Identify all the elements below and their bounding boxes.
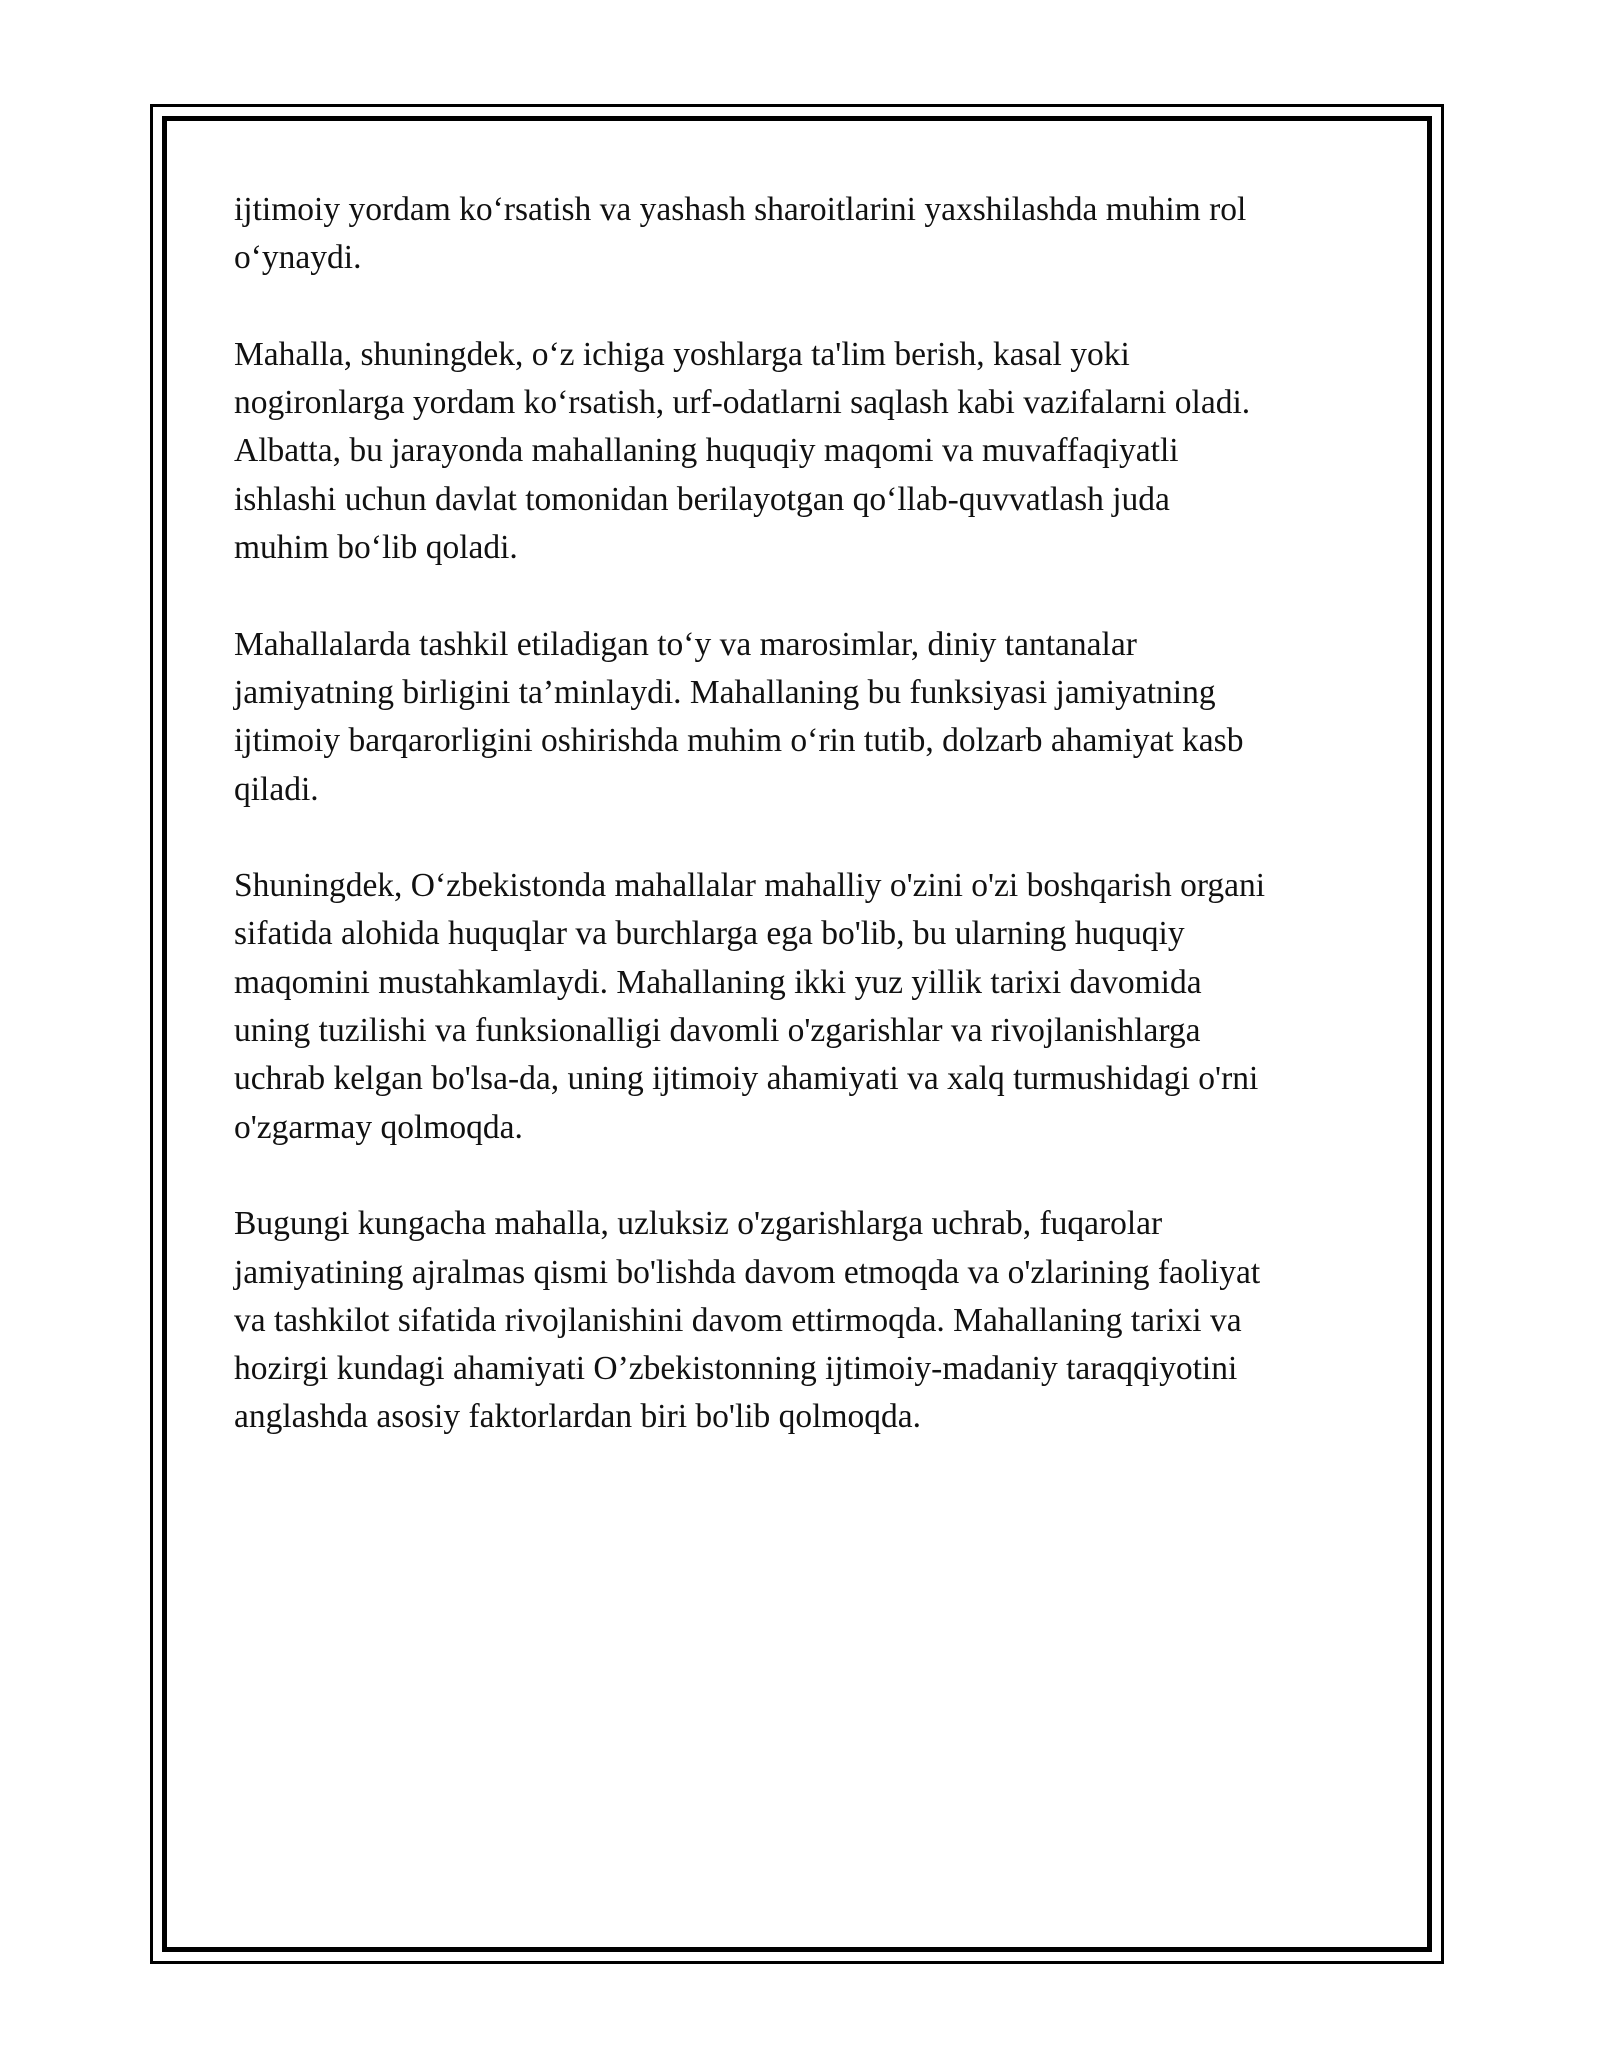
paragraph-4: Shuningdek, O‘zbekistonda mahallalar mahalliy o'zini o'zi boshqarish organi sifatida alohida huquqlar va burchlarga ega bo'lib, bu ularning huquqiy maqomini mustahkamlaydi. Mahallaning ikki yuz yillik tarixi davomida uning tuzilishi va funksionalligi davomli o'zgarishlar va rivojlanishlarga uchrab kelgan bo'lsa-da, uning ijtimoiy ahamiyati va xalq turmushidagi o'rni o'zgarmay qolmoqda.	[234, 867, 1266, 1146]
document-body	[234, 186, 1384, 1490]
paragraph-2: Mahalla, shuningdek, o‘z ichiga yoshlarga ta'lim berish, kasal yoki nogironlarga yordam ko‘rsatish, urf-odatlarni saqlash kabi vazifalarni oladi. Albatta, bu jarayonda mahallaning huquqiy maqomi va muvaffaqiyatli ishlashi uchun davlat tomonidan berilayotgan qo‘llab-quvvatlash juda muhim bo‘lib qoladi.	[234, 335, 1251, 567]
paragraph-1: ijtimoiy yordam ko‘rsatish va yashash sharoitlarini yaxshilashda muhim rol o‘ynaydi.	[234, 191, 1247, 277]
paragraph-5: Bugungi kungacha mahalla, uzluksiz o'zgarishlarga uchrab, fuqarolar jamiyatining ajralmas qismi bo'lishda davom etmoqda va o'zlarining faoliyat va tashkilot sifatida rivojlanishini davom ettirmoqda. Mahallaning tarixi va hozirgi kundagi ahamiyati O’zbekistonning ijtimoiy-madaniy taraqqiyotini anglashda asosiy faktorlardan biri bo'lib qolmoqda.	[234, 1205, 1261, 1436]
paragraph-3: Mahallalarda tashkil etiladigan to‘y va marosimlar, diniy tantanalar jamiyatning birligini ta’minlaydi. Mahallaning bu funksiyasi jamiyatning ijtimoiy barqarorligini oshirishda muhim o‘rin tutib, dolzarb ahamiyat kasb qiladi.	[234, 625, 1244, 808]
